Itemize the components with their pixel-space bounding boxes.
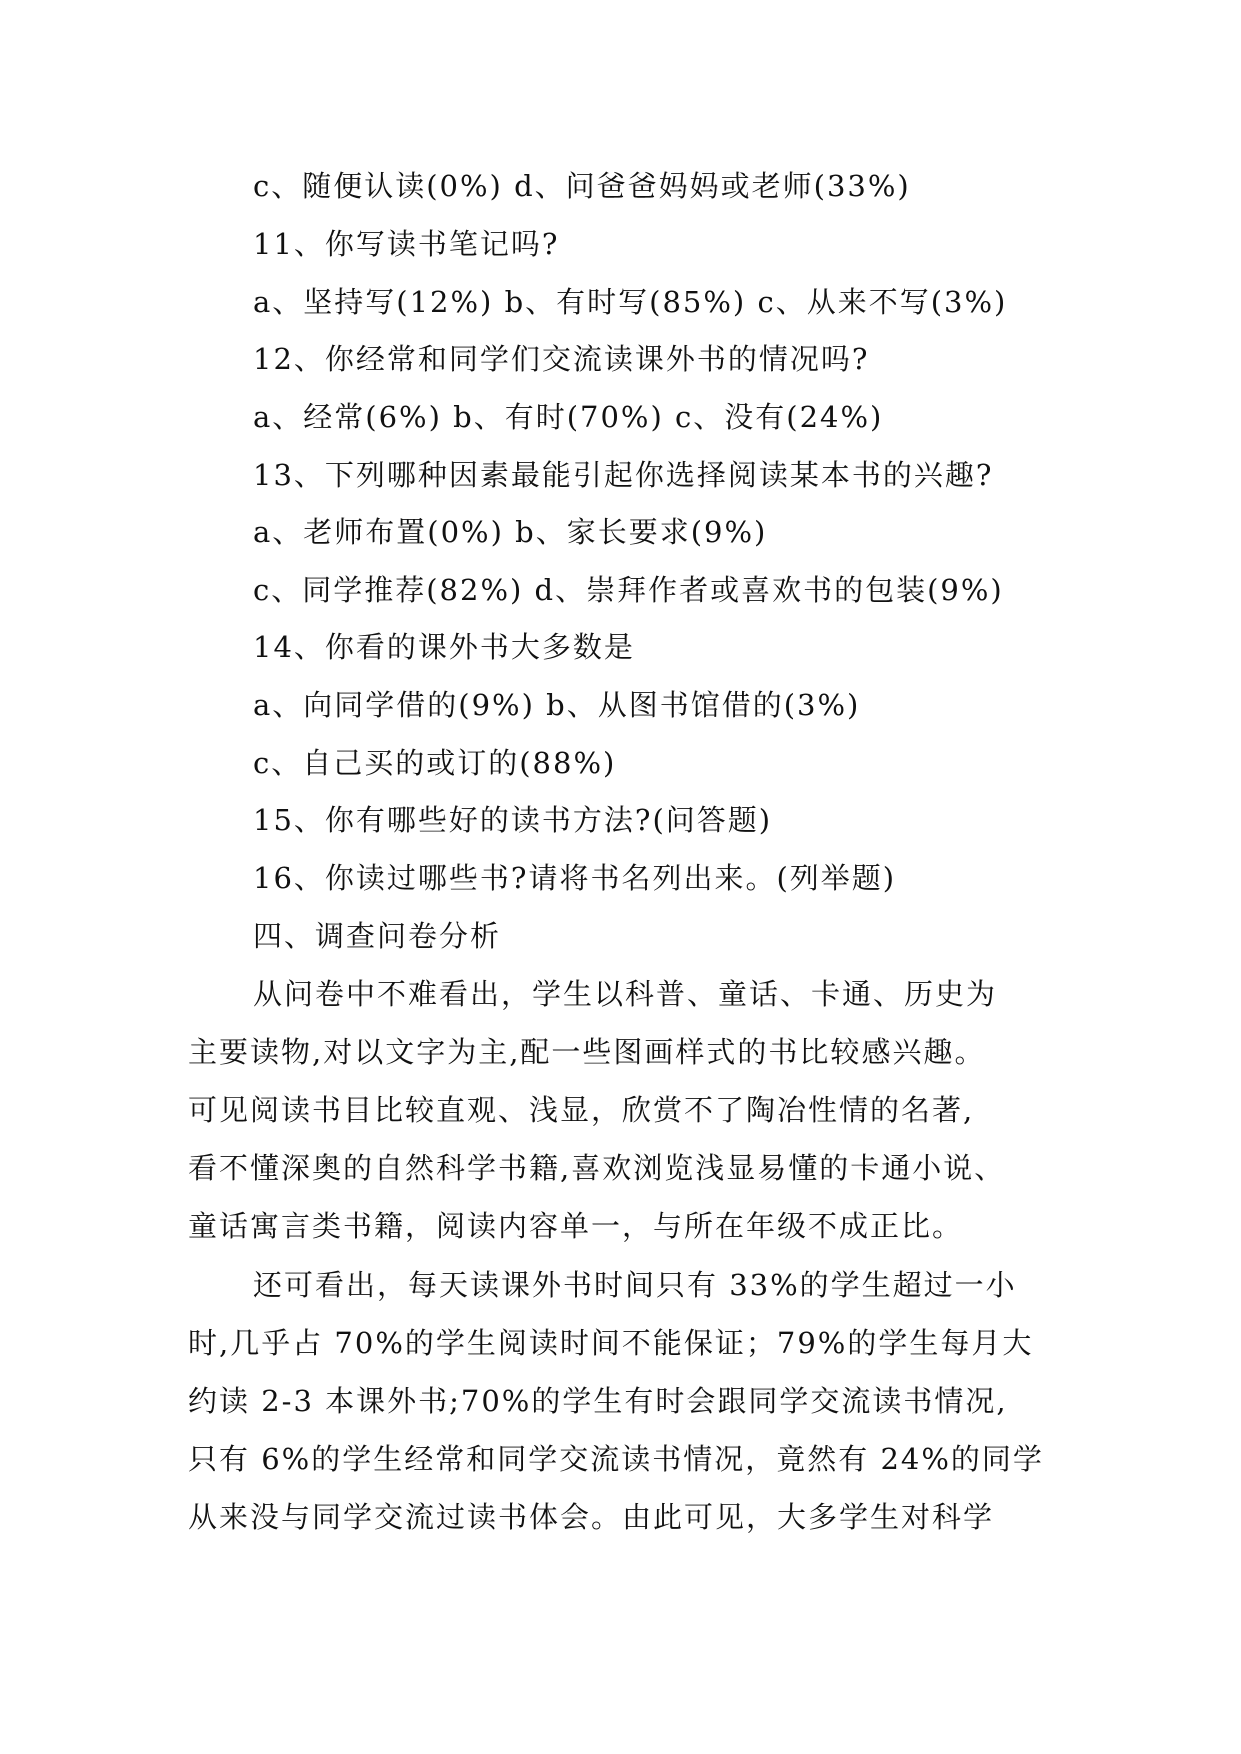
paragraph-line: 从来没与同学交流过读书体会。由此可见，大多学生对科学 — [188, 1500, 995, 1534]
paragraph-line: 只有 6%的学生经常和同学交流读书情况，竟然有 24%的同学 — [188, 1442, 1044, 1476]
survey-option-line: a、向同学借的(9%) b、从图书馆借的(3%) — [253, 688, 861, 722]
paragraph-line: 主要读物,对以文字为主,配一些图画样式的书比较感兴趣。 — [188, 1035, 986, 1069]
paragraph-line: 可见阅读书目比较直观、浅显，欣赏不了陶冶性情的名著, — [188, 1093, 975, 1127]
survey-question-14: 14、你看的课外书大多数是 — [253, 630, 635, 664]
paragraph-line: 约读 2-3 本课外书;70%的学生有时会跟同学交流读书情况, — [188, 1384, 1008, 1418]
survey-option-line: c、自己买的或订的(88%) — [253, 746, 617, 780]
survey-option-line: c、随便认读(0%) d、问爸爸妈妈或老师(33%) — [253, 169, 911, 203]
paragraph-line: 时,几乎占 70%的学生阅读时间不能保证；79%的学生每月大 — [188, 1326, 1034, 1360]
paragraph-line: 看不懂深奥的自然科学书籍,喜欢浏览浅显易懂的卡通小说、 — [188, 1151, 1006, 1185]
survey-option-line: c、同学推荐(82%) d、崇拜作者或喜欢书的包装(9%) — [253, 573, 1004, 607]
survey-question-12: 12、你经常和同学们交流读课外书的情况吗? — [253, 342, 870, 376]
survey-question-11: 11、你写读书笔记吗? — [253, 227, 560, 261]
paragraph-line: 还可看出，每天读课外书时间只有 33%的学生超过一小 — [253, 1268, 1017, 1302]
survey-option-line: a、经常(6%) b、有时(70%) c、没有(24%) — [253, 400, 884, 434]
survey-option-line: a、老师布置(0%) b、家长要求(9%) — [253, 515, 768, 549]
survey-question-13: 13、下列哪种因素最能引起你选择阅读某本书的兴趣? — [253, 458, 994, 492]
paragraph-line: 从问卷中不难看出，学生以科普、童话、卡通、历史为 — [253, 977, 998, 1011]
survey-option-line: a、坚持写(12%) b、有时写(85%) c、从来不写(3%) — [253, 285, 1008, 319]
section-heading: 四、调查问卷分析 — [253, 919, 502, 953]
survey-question-16: 16、你读过哪些书?请将书名列出来。(列举题) — [253, 861, 897, 895]
paragraph-line: 童话寓言类书籍，阅读内容单一，与所在年级不成正比。 — [188, 1209, 964, 1243]
survey-question-15: 15、你有哪些好的读书方法?(问答题) — [253, 803, 773, 837]
